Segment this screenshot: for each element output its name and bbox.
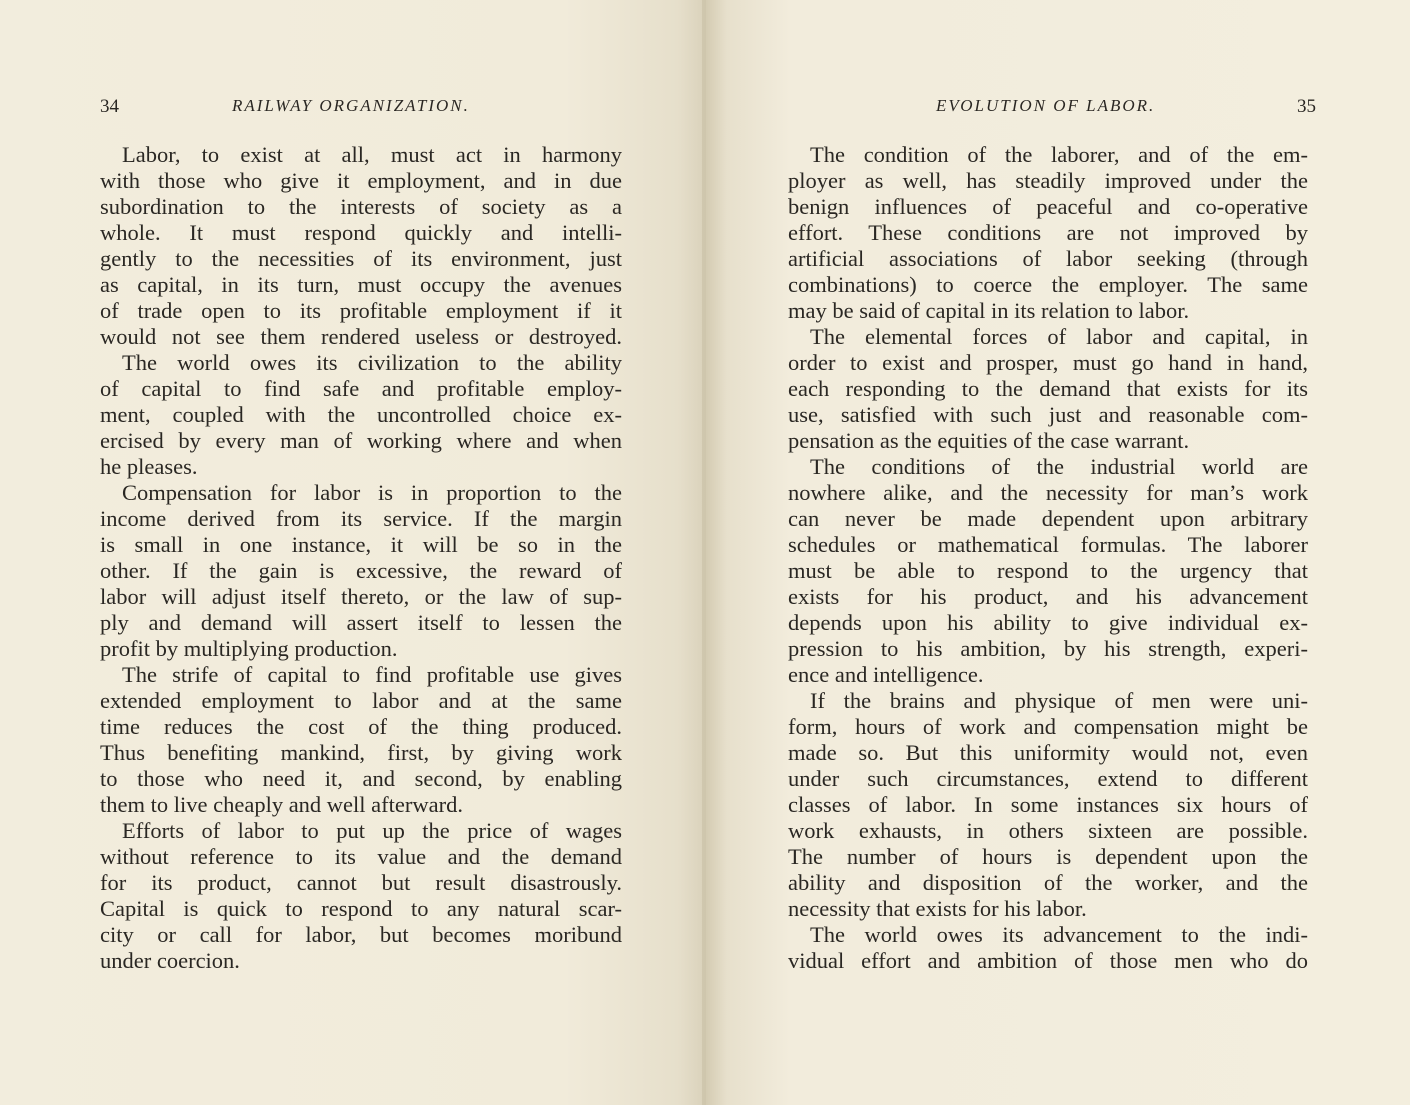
text-line: The conditions of the industrial world are [810, 454, 1308, 479]
text-line: profit by multiplying production. [100, 636, 398, 661]
text-line: labor will adjust itself thereto, or the law of sup- [100, 584, 622, 609]
text-line: can never be made dependent upon arbitrary [788, 506, 1308, 531]
text-line: city or call for labor, but becomes moribund [100, 922, 622, 947]
left-text-column [100, 142, 622, 974]
text-line: schedules or mathematical formulas. The laborer [788, 532, 1308, 557]
text-line: form, hours of work and compensation might be [788, 714, 1308, 739]
text-line: ability and disposition of the worker, and the [788, 870, 1308, 895]
text-line: The elemental forces of labor and capital, in [810, 324, 1308, 349]
text-line: ment, coupled with the uncontrolled choice ex- [100, 402, 622, 427]
text-line: The world owes its civilization to the ability [122, 350, 622, 375]
text-line: each responding to the demand that exists for its [788, 376, 1308, 401]
text-line: nowhere alike, and the necessity for man’s work [788, 480, 1308, 505]
text-line: to those who need it, and second, by enabling [100, 766, 622, 791]
text-line: combinations) to coerce the employer. The same [788, 272, 1308, 297]
text-line: income derived from its service. If the margin [100, 506, 622, 531]
text-line: necessity that exists for his labor. [788, 896, 1087, 921]
right-running-title: EVOLUTION OF LABOR. [936, 96, 1156, 115]
text-line: artificial associations of labor seeking (through [788, 246, 1308, 271]
left-page-number: 34 [100, 96, 119, 117]
text-line: gently to the necessities of its environment, just [100, 246, 622, 271]
left-running-head [100, 96, 622, 122]
text-line: of capital to find safe and profitable employ- [100, 376, 622, 401]
text-line: of trade open to its profitable employment if it [100, 298, 622, 323]
right-page [706, 0, 1410, 1105]
text-line: The number of hours is dependent upon the [788, 844, 1308, 869]
text-line: benign influences of peaceful and co-operative [788, 194, 1308, 219]
text-line: Capital is quick to respond to any natural scar- [100, 896, 622, 921]
text-line: made so. But this uniformity would not, even [788, 740, 1308, 765]
right-running-head [788, 96, 1316, 122]
text-line: The strife of capital to find profitable use gives [122, 662, 622, 687]
text-line: extended employment to labor and at the same [100, 688, 622, 713]
text-line: pensation as the equities of the case warrant. [788, 428, 1190, 453]
text-line: other. If the gain is excessive, the reward of [100, 558, 622, 583]
text-line: Efforts of labor to put up the price of wages [122, 818, 622, 843]
text-line: ply and demand will assert itself to lessen the [100, 610, 622, 635]
text-line: pression to his ambition, by his strength, experi- [788, 636, 1308, 661]
text-line: The world owes its advancement to the indi- [810, 922, 1308, 947]
text-line: he pleases. [100, 454, 198, 479]
text-line: may be said of capital in its relation to labor. [788, 298, 1190, 323]
text-line: Thus benefiting mankind, first, by giving work [100, 740, 622, 765]
text-line: classes of labor. In some instances six hours of [788, 792, 1308, 817]
text-line: work exhausts, in others sixteen are possible. [788, 818, 1308, 843]
text-line: exists for his product, and his advancement [788, 584, 1308, 609]
left-running-title: RAILWAY ORGANIZATION. [232, 96, 470, 115]
text-line: If the brains and physique of men were uni- [810, 688, 1308, 713]
text-line: depends upon his ability to give individual ex- [788, 610, 1308, 635]
text-line: ence and intelligence. [788, 662, 984, 687]
text-line: must be able to respond to the urgency that [788, 558, 1308, 583]
text-line: as capital, in its turn, must occupy the avenues [100, 272, 622, 297]
text-line: ercised by every man of working where and when [100, 428, 622, 453]
text-line: for its product, cannot but result disastrously. [100, 870, 622, 895]
text-line: ployer as well, has steadily improved under the [788, 168, 1308, 193]
text-line: subordination to the interests of society as a [100, 194, 622, 219]
text-line: with those who give it employment, and in due [100, 168, 622, 193]
text-line: time reduces the cost of the thing produced. [100, 714, 622, 739]
text-line: under coercion. [100, 948, 240, 973]
text-line: effort. These conditions are not improved by [788, 220, 1308, 245]
text-line: under such circumstances, extend to different [788, 766, 1308, 791]
text-line: use, satisfied with such just and reasonable com- [788, 402, 1308, 427]
text-line: whole. It must respond quickly and intelli- [100, 220, 622, 245]
text-line: The condition of the laborer, and of the em- [810, 142, 1308, 167]
text-line: them to live cheaply and well afterward. [100, 792, 463, 817]
right-page-number: 35 [1297, 96, 1316, 117]
text-line: is small in one instance, it will be so in the [100, 532, 622, 557]
text-line: order to exist and prosper, must go hand in hand, [788, 350, 1308, 375]
text-line: vidual effort and ambition of those men who do [788, 948, 1308, 973]
text-line: without reference to its value and the demand [100, 844, 622, 869]
right-text-column [788, 142, 1308, 974]
text-line: would not see them rendered useless or destroyed. [100, 324, 622, 349]
text-line: Compensation for labor is in proportion to the [122, 480, 622, 505]
text-line: Labor, to exist at all, must act in harmony [122, 142, 622, 167]
